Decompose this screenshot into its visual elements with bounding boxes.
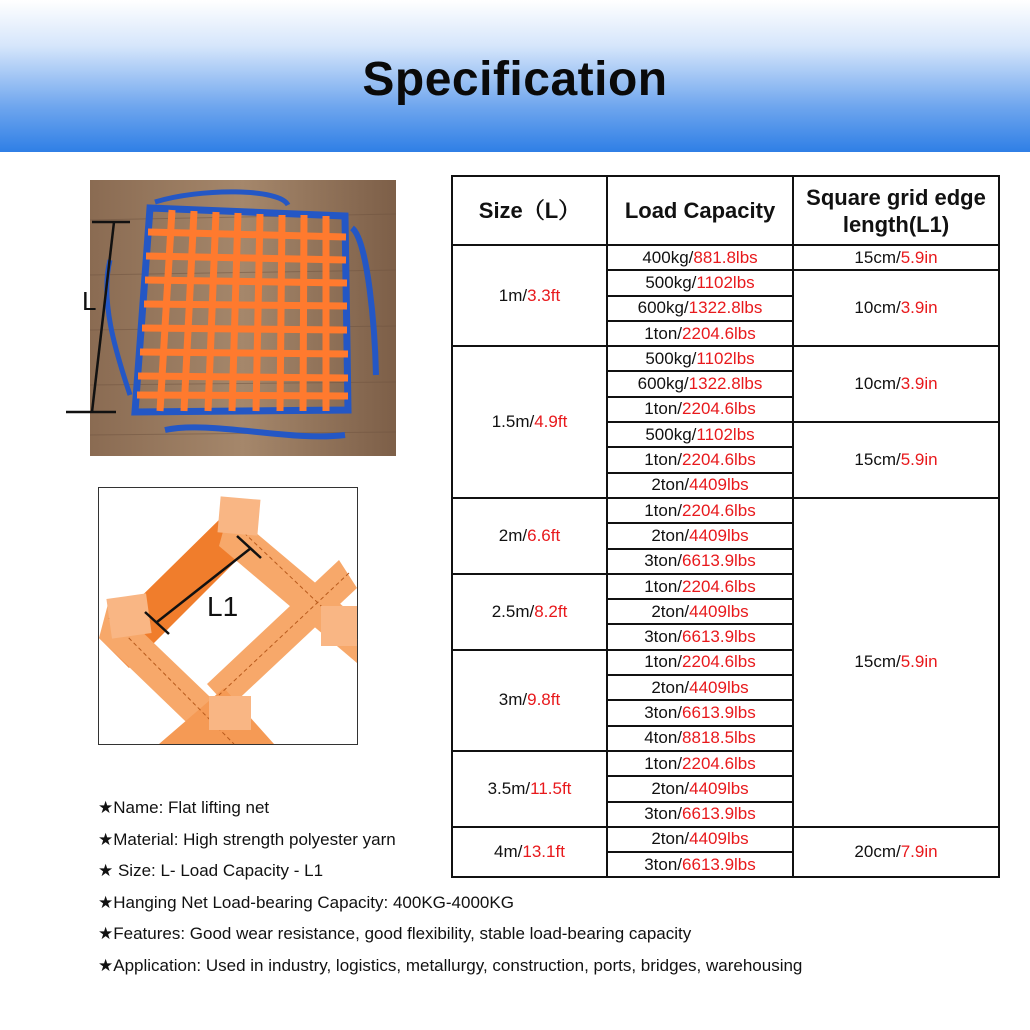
load-capacity-cell xyxy=(607,296,793,321)
value-unit-converted: 4409lbs xyxy=(689,677,749,697)
value-unit-primary: 2ton/ xyxy=(651,525,690,545)
size-imperial: 11.5ft xyxy=(530,778,572,798)
value-unit-primary: 600kg/ xyxy=(637,298,689,318)
grid-imperial: 7.9in xyxy=(900,842,938,862)
grid-imperial: 5.9in xyxy=(900,450,938,470)
load-capacity-cell xyxy=(607,700,793,725)
value-unit-converted: 4409lbs xyxy=(689,475,749,495)
load-capacity-cell xyxy=(607,473,793,498)
load-capacity-cell xyxy=(607,726,793,751)
header-grid-length: Square grid edge length(L1) xyxy=(793,176,999,245)
size-cell xyxy=(452,574,607,650)
value-unit-converted: 6613.9lbs xyxy=(682,702,756,722)
note-material: ★Material: High strength polyester yarn xyxy=(98,829,396,849)
table-row xyxy=(452,346,999,371)
size-cell xyxy=(452,498,607,574)
grid-metric: 10cm/ xyxy=(854,374,901,394)
value-unit-primary: 4ton/ xyxy=(644,728,683,748)
table-row xyxy=(452,498,999,523)
load-capacity-cell xyxy=(607,321,793,346)
value-unit-primary: 400kg/ xyxy=(642,247,694,267)
load-capacity-cell xyxy=(607,599,793,624)
value-unit-converted: 4409lbs xyxy=(689,601,749,621)
load-capacity-cell xyxy=(607,447,793,472)
value-unit-primary: 3ton/ xyxy=(644,854,683,874)
value-unit-primary: 2ton/ xyxy=(651,677,690,697)
value-unit-primary: 2ton/ xyxy=(651,475,690,495)
grid-length-cell xyxy=(793,346,999,422)
size-imperial: 4.9ft xyxy=(534,412,568,432)
size-metric: 1m/ xyxy=(498,285,528,305)
value-unit-converted: 6613.9lbs xyxy=(682,854,756,874)
grid-metric: 15cm/ xyxy=(854,652,901,672)
value-unit-converted: 8818.5lbs xyxy=(682,728,756,748)
page-title: Specification xyxy=(362,53,668,106)
value-unit-primary: 1ton/ xyxy=(644,399,683,419)
value-unit-converted: 1102lbs xyxy=(696,424,755,444)
value-unit-converted: 1102lbs xyxy=(696,272,755,292)
size-metric: 1.5m/ xyxy=(491,412,535,432)
value-unit-converted: 4409lbs xyxy=(689,778,749,798)
grid-metric: 10cm/ xyxy=(854,298,901,318)
grid-length-cell xyxy=(793,827,999,878)
load-capacity-cell xyxy=(607,397,793,422)
note-features: ★Features: Good wear resistance, good flexibility, stable load-bearing capacity xyxy=(98,924,692,944)
size-imperial: 9.8ft xyxy=(527,690,561,710)
grid-metric: 20cm/ xyxy=(854,842,901,862)
size-metric: 2.5m/ xyxy=(491,601,535,621)
value-unit-primary: 2ton/ xyxy=(651,778,690,798)
load-capacity-cell xyxy=(607,549,793,574)
value-unit-primary: 3ton/ xyxy=(644,627,683,647)
value-unit-primary: 500kg/ xyxy=(645,348,697,368)
load-capacity-cell xyxy=(607,371,793,396)
load-capacity-cell xyxy=(607,346,793,371)
value-unit-converted: 2204.6lbs xyxy=(682,576,756,596)
product-notes xyxy=(98,794,802,984)
value-unit-primary: 600kg/ xyxy=(637,374,689,394)
grid-length-cell xyxy=(793,270,999,346)
size-metric: 3.5m/ xyxy=(487,778,531,798)
value-unit-converted: 2204.6lbs xyxy=(682,652,756,672)
load-capacity-cell xyxy=(607,422,793,447)
load-capacity-cell xyxy=(607,675,793,700)
size-metric: 2m/ xyxy=(498,525,528,545)
size-cell xyxy=(452,245,607,346)
load-capacity-cell xyxy=(607,498,793,523)
value-unit-converted: 6613.9lbs xyxy=(682,551,756,571)
lifting-net-photo xyxy=(82,180,396,456)
grid-length-cell xyxy=(793,498,999,827)
header-load-capacity: Load Capacity xyxy=(607,176,793,245)
value-unit-primary: 1ton/ xyxy=(644,323,683,343)
grid-imperial: 5.9in xyxy=(900,247,938,267)
value-unit-primary: 2ton/ xyxy=(651,601,690,621)
value-unit-primary: 1ton/ xyxy=(644,576,683,596)
value-unit-converted: 881.8lbs xyxy=(693,247,758,267)
value-unit-converted: 1322.8lbs xyxy=(688,374,763,394)
value-unit-primary: 1ton/ xyxy=(644,652,683,672)
grid-imperial: 3.9in xyxy=(900,298,938,318)
grid-imperial: 5.9in xyxy=(900,652,938,672)
value-unit-converted: 1322.8lbs xyxy=(688,298,763,318)
note-name: ★Name: Flat lifting net xyxy=(98,798,270,817)
value-unit-converted: 2204.6lbs xyxy=(682,450,756,470)
value-unit-converted: 2204.6lbs xyxy=(682,399,756,419)
value-unit-converted: 6613.9lbs xyxy=(682,627,756,647)
value-unit-converted: 4409lbs xyxy=(689,829,749,849)
value-unit-primary: 2ton/ xyxy=(651,829,690,849)
load-capacity-cell xyxy=(607,523,793,548)
size-cell xyxy=(452,346,607,498)
size-imperial: 8.2ft xyxy=(534,601,568,621)
load-capacity-cell xyxy=(607,624,793,649)
value-unit-converted: 2204.6lbs xyxy=(682,500,756,520)
load-capacity-cell xyxy=(607,574,793,599)
value-unit-primary: 1ton/ xyxy=(644,450,683,470)
size-cell xyxy=(452,650,607,751)
value-unit-converted: 2204.6lbs xyxy=(682,323,756,343)
value-unit-converted: 6613.9lbs xyxy=(682,804,756,824)
note-application: ★Application: Used in industry, logistics, metallurgy, construction, ports, bridges, warehousing xyxy=(98,955,803,975)
value-unit-primary: 3ton/ xyxy=(644,702,683,722)
value-unit-primary: 500kg/ xyxy=(645,424,697,444)
load-capacity-cell xyxy=(607,270,793,295)
table-header-row xyxy=(452,176,999,245)
value-unit-primary: 500kg/ xyxy=(645,272,697,292)
note-capacity: ★Hanging Net Load-bearing Capacity: 400KG-4000KG xyxy=(98,892,514,912)
photo-dimension-label: L xyxy=(82,286,97,316)
header-size: Size（L） xyxy=(452,176,607,245)
value-unit-primary: 3ton/ xyxy=(644,551,683,571)
value-unit-converted: 4409lbs xyxy=(689,525,749,545)
value-unit-converted: 2204.6lbs xyxy=(682,753,756,773)
load-capacity-cell xyxy=(607,751,793,776)
table-row xyxy=(452,245,999,270)
load-capacity-cell xyxy=(607,650,793,675)
size-imperial: 3.3ft xyxy=(527,285,561,305)
specification-table xyxy=(451,175,1000,878)
load-capacity-cell xyxy=(607,245,793,270)
grid-imperial: 3.9in xyxy=(900,374,938,394)
header-banner xyxy=(0,0,1030,152)
grid-length-cell xyxy=(793,245,999,270)
value-unit-primary: 1ton/ xyxy=(644,753,683,773)
grid-detail-image xyxy=(98,487,358,745)
grid-metric: 15cm/ xyxy=(854,247,901,267)
value-unit-converted: 1102lbs xyxy=(696,348,755,368)
value-unit-primary: 1ton/ xyxy=(644,500,683,520)
size-metric: 3m/ xyxy=(498,690,528,710)
grid-length-cell xyxy=(793,422,999,498)
note-size: ★ Size: L- Load Capacity - L1 xyxy=(98,861,324,881)
grid-metric: 15cm/ xyxy=(854,450,901,470)
size-metric: 4m/ xyxy=(494,842,523,862)
size-imperial: 13.1ft xyxy=(522,842,565,862)
detail-dimension-label: L1 xyxy=(207,591,239,622)
value-unit-primary: 3ton/ xyxy=(644,804,683,824)
size-imperial: 6.6ft xyxy=(527,525,561,545)
